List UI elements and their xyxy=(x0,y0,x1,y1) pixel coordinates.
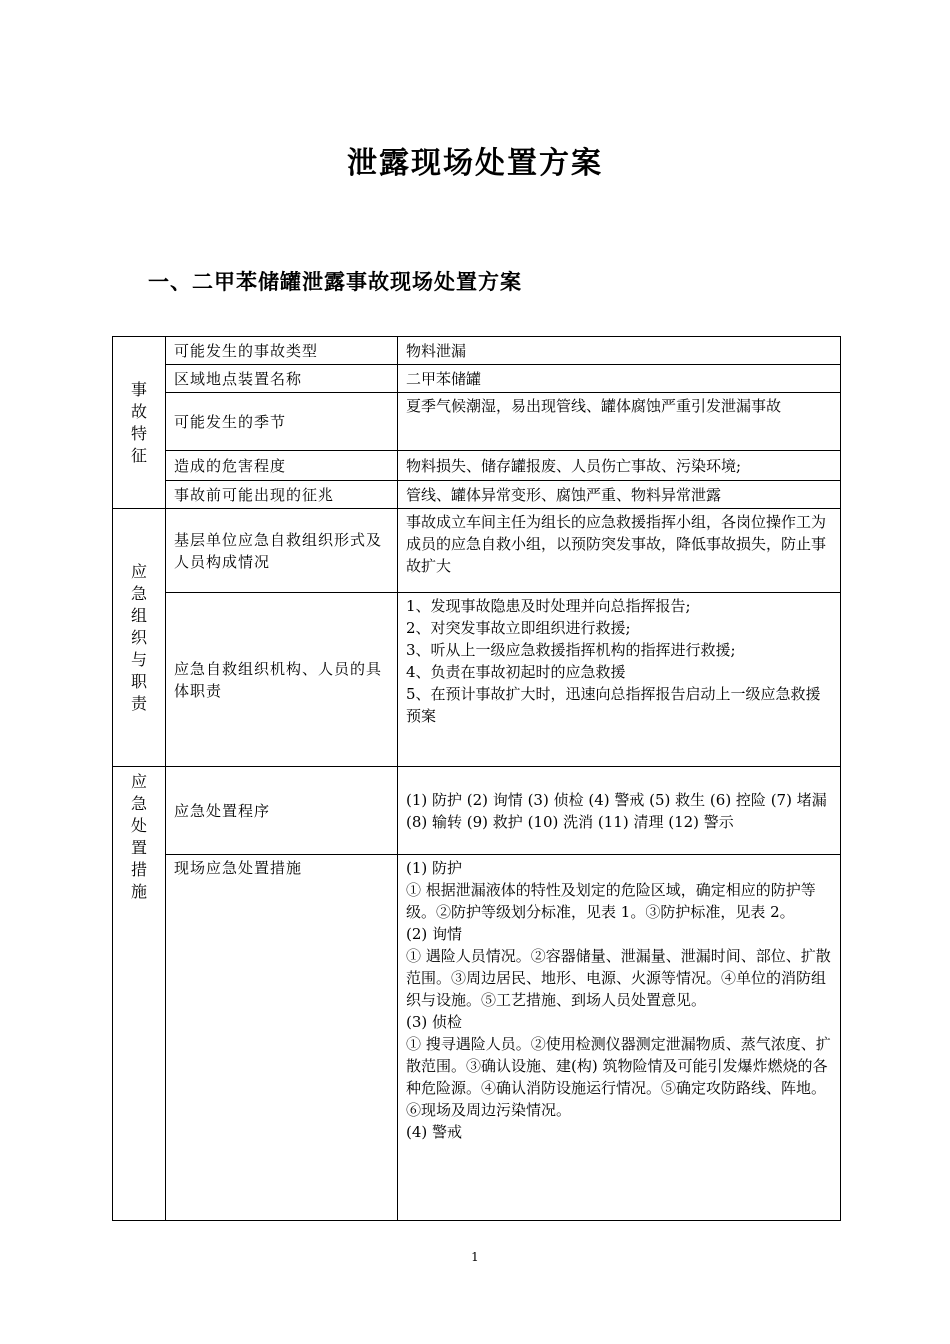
measure-text: ① 根据泄漏液体的特性及划定的危险区域，确定相应的防护等级。②防护等级划分标准，见表 1。③防护标准，见表 2。 xyxy=(406,881,816,921)
measure-heading: (1) 防护 xyxy=(406,859,463,877)
row-value: (1) 防护 (2) 询情 (3) 侦检 (4) 警戒 (5) 救生 (6) 控险 (7) 堵漏 (8) 输转 (9) 救护 (10) 洗消 (11) 清理 (12) 警示 xyxy=(398,767,841,855)
measure-heading: (3) 侦检 xyxy=(406,1013,463,1031)
table-row xyxy=(113,481,841,509)
page-title: 泄露现场处置方案 xyxy=(347,146,603,181)
category-cell xyxy=(113,767,166,1221)
row-value: 物料泄漏 xyxy=(398,337,841,365)
category-label: 事故特征 xyxy=(130,379,147,465)
row-label: 可能发生的事故类型 xyxy=(166,337,398,365)
duty-item: 4、负责在事故初起时的应急救援 xyxy=(406,663,626,681)
category-label: 应急组织与职责 xyxy=(130,561,147,713)
table-row xyxy=(113,767,841,855)
row-value: 物料损失、储存罐报废、人员伤亡事故、污染环境; xyxy=(398,451,841,481)
measure-heading: (4) 警戒 xyxy=(406,1123,463,1141)
category-cell xyxy=(113,509,166,767)
row-label: 事故前可能出现的征兆 xyxy=(166,481,398,509)
row-label: 应急自救组织机构、人员的具体职责 xyxy=(166,593,398,767)
row-value: 二甲苯储罐 xyxy=(398,365,841,393)
row-label: 可能发生的季节 xyxy=(166,393,398,451)
row-value xyxy=(398,855,841,1221)
measure-text: ① 搜寻遇险人员。②使用检测仪器测定泄漏物质、蒸气浓度、扩散范围。③确认设施、建(构) 筑物险情及可能引发爆炸燃烧的各种危险源。④确认消防设施运行情况。⑤确定攻防路线、阵地。⑥现场及周边污染情况。 xyxy=(406,1035,831,1119)
row-label: 造成的危害程度 xyxy=(166,451,398,481)
section-heading: 一、二甲苯储罐泄露事故现场处置方案 xyxy=(148,270,522,294)
table-row xyxy=(113,855,841,1221)
duty-item: 5、在预计事故扩大时，迅速向总指挥报告启动上一级应急救援预案 xyxy=(406,685,821,725)
duty-item: 1、发现事故隐患及时处理并向总指挥报告; xyxy=(406,597,691,615)
category-cell xyxy=(113,337,166,509)
table-row xyxy=(113,393,841,451)
table-row xyxy=(113,451,841,481)
row-value xyxy=(398,593,841,767)
measure-heading: (2) 询情 xyxy=(406,925,463,943)
disposal-plan-table xyxy=(112,336,841,1221)
row-value: 事故成立车间主任为组长的应急救援指挥小组，各岗位操作工为成员的应急自救小组，以预防突发事故，降低事故损失，防止事故扩大 xyxy=(398,509,841,593)
row-value: 夏季气候潮湿，易出现管线、罐体腐蚀严重引发泄漏事故 xyxy=(398,393,841,451)
duty-item: 2、对突发事故立即组织进行救援; xyxy=(406,619,631,637)
table-row xyxy=(113,509,841,593)
row-value: 管线、罐体异常变形、腐蚀严重、物料异常泄露 xyxy=(398,481,841,509)
page-number: 1 xyxy=(471,1250,479,1264)
table-row xyxy=(113,337,841,365)
table-row xyxy=(113,365,841,393)
duty-item: 3、听从上一级应急救援指挥机构的指挥进行救援; xyxy=(406,641,736,659)
row-label: 应急处置程序 xyxy=(166,767,398,855)
category-label: 应急处置措施 xyxy=(130,772,147,901)
row-label: 基层单位应急自救组织形式及人员构成情况 xyxy=(166,509,398,593)
table-row xyxy=(113,593,841,767)
row-label: 现场应急处置措施 xyxy=(166,855,398,1221)
measure-text: ① 遇险人员情况。②容器储量、泄漏量、泄漏时间、部位、扩散范围。③周边居民、地形、电源、火源等情况。④单位的消防组织与设施。⑤工艺措施、到场人员处置意见。 xyxy=(406,947,831,1009)
row-label: 区域地点装置名称 xyxy=(166,365,398,393)
